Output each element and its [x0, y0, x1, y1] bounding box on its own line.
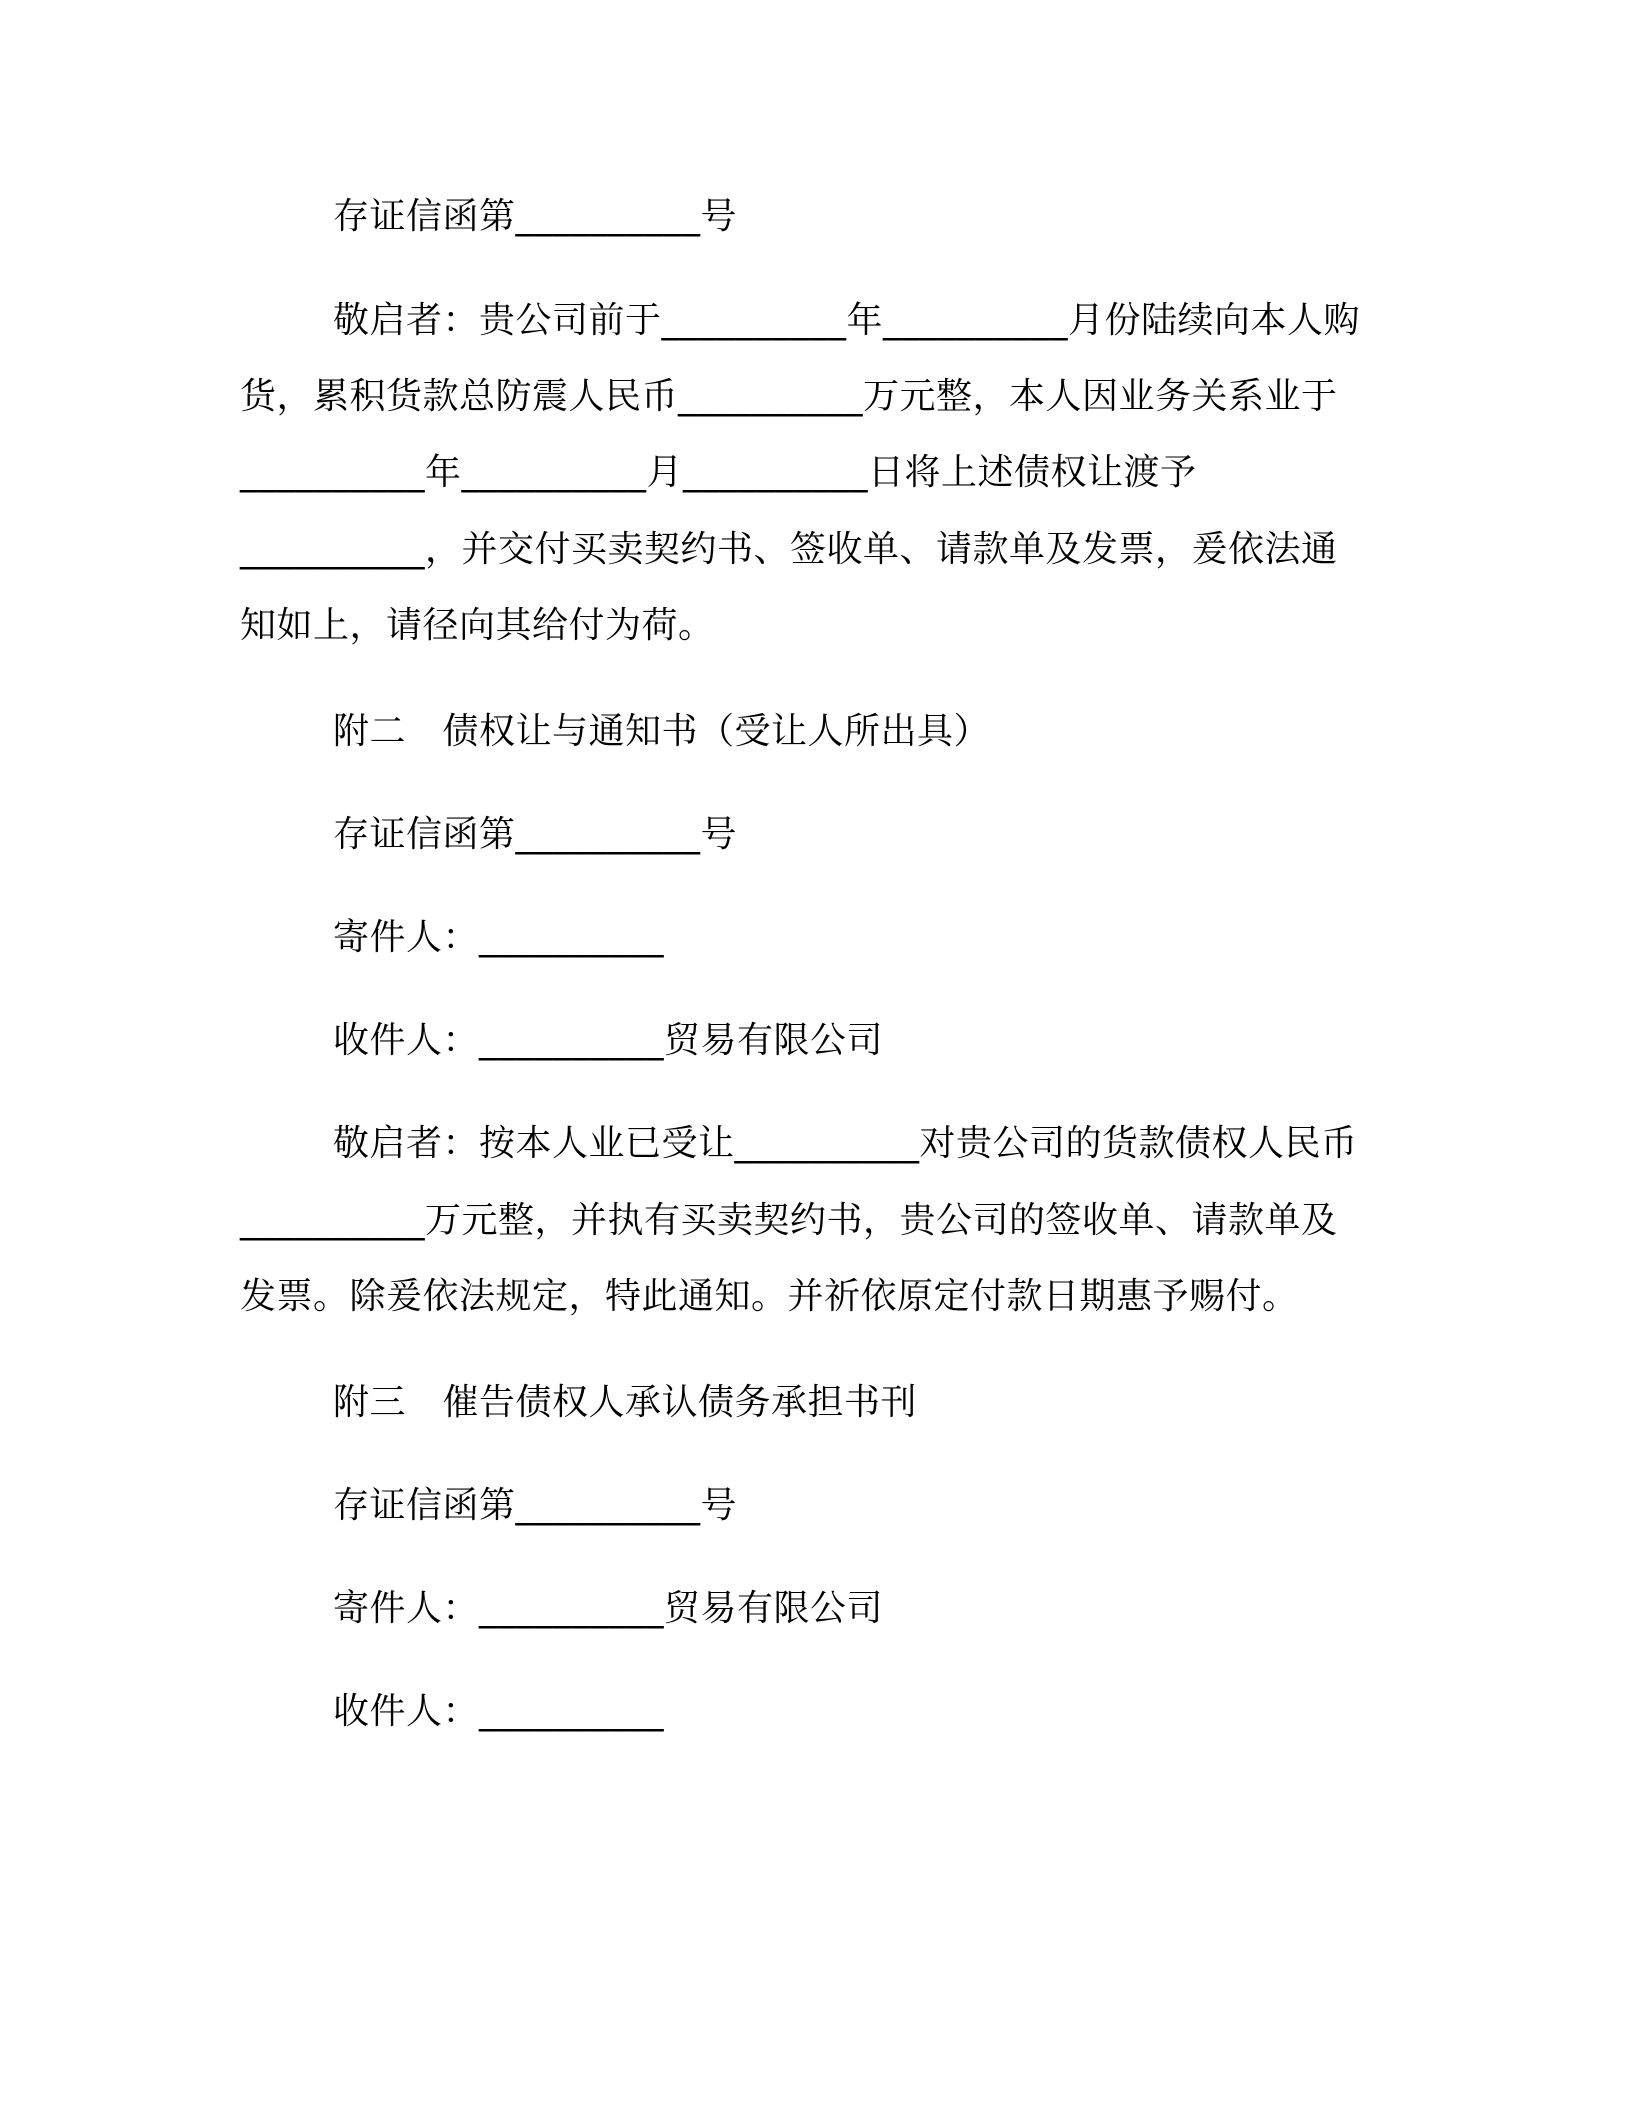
body-text-line: 发票。除爰依法规定，特此通知。并祈依原定付款日期惠予赐付。 [240, 1276, 1299, 1317]
recipient-line-2: 收件人：__________贸易有限公司 [333, 1020, 884, 1061]
body-text-line: 货，累积货款总防震人民币__________万元整，本人因业务关系业于 [240, 376, 1338, 417]
body-text-line: __________万元整，并执有买卖契约书，贵公司的签收单、请款单及 [240, 1200, 1338, 1241]
letter-number-line-3: 存证信函第__________号 [333, 1485, 738, 1526]
section-heading-2: 附二 债权让与通知书（受让人所出具） [333, 711, 991, 752]
letter-number-line-1: 存证信函第__________号 [333, 196, 738, 237]
recipient-line-3: 收件人：__________ [333, 1691, 665, 1732]
body-text-line: __________，并交付买卖契约书、签收单、请款单及发票，爰依法通 [240, 529, 1338, 570]
body-text-line: 敬启者：贵公司前于__________年__________月份陆续向本人购 [333, 300, 1361, 341]
sender-line-3: 寄件人：__________贸易有限公司 [333, 1588, 884, 1629]
sender-line-2: 寄件人：__________ [333, 917, 665, 958]
body-text-line: __________年__________月__________日将上述债权让渡予 [240, 452, 1197, 493]
letter-number-line-2: 存证信函第__________号 [333, 814, 738, 855]
section-heading-3: 附三 催告债权人承认债务承担书刊 [333, 1382, 918, 1423]
body-text-line: 知如上，请径向其给付为荷。 [240, 605, 715, 646]
body-text-line: 敬启者：按本人业已受让__________对贵公司的货款债权人民币 [333, 1123, 1358, 1164]
